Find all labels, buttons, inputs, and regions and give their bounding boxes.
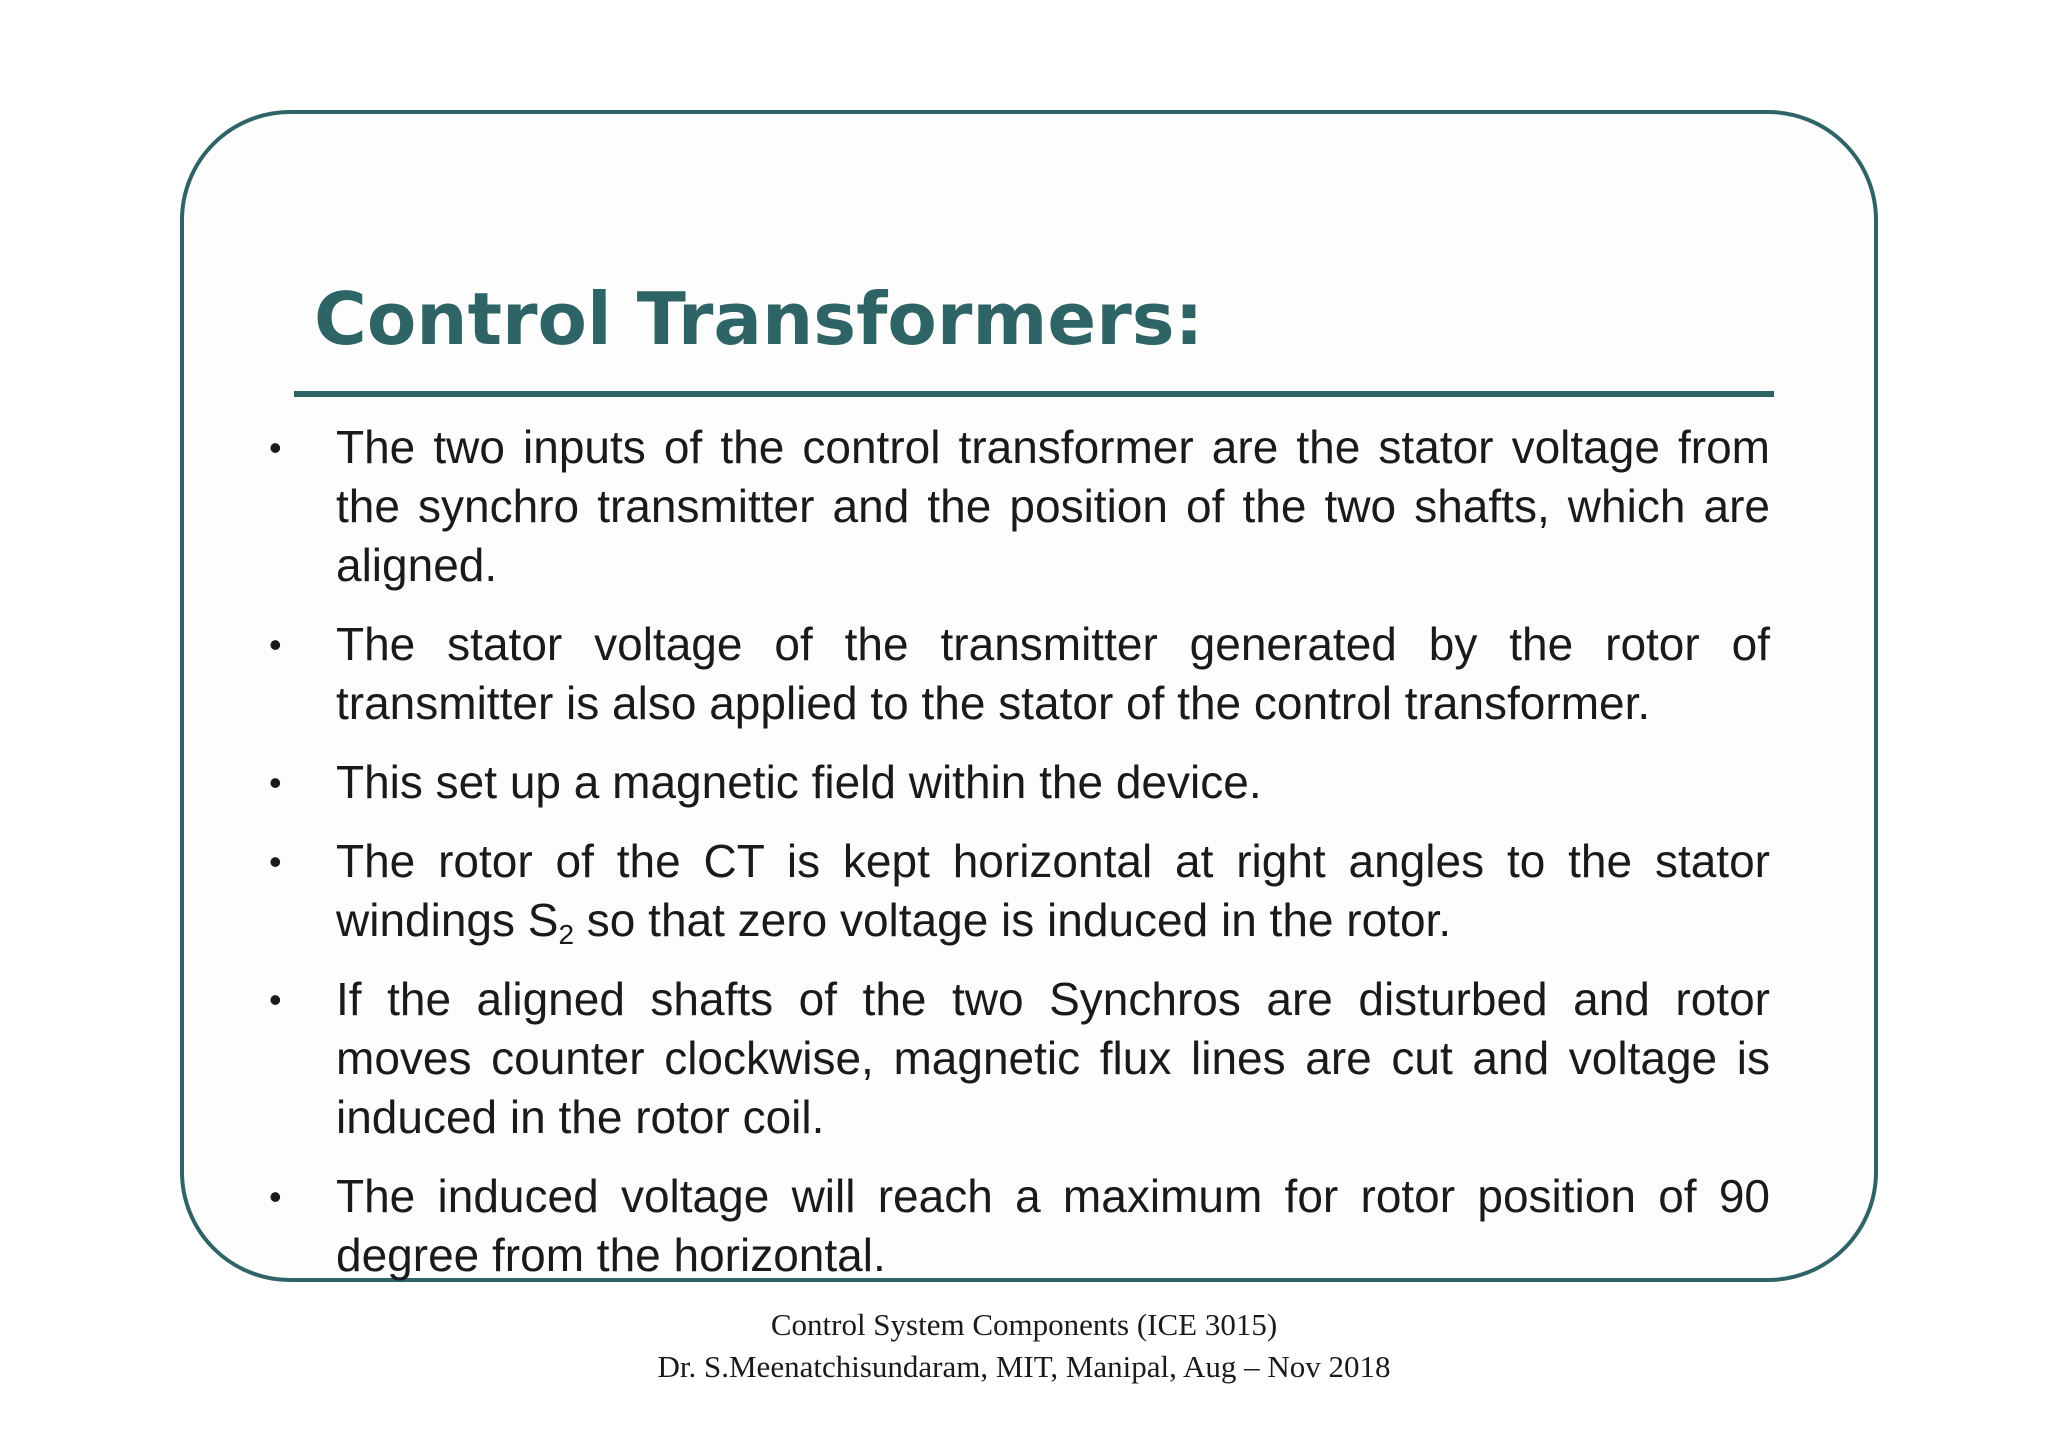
footer-author: Dr. S.Meenatchisundaram, MIT, Manipal, Aug – Nov 2018 [657, 1349, 1391, 1384]
footer-course: Control System Components (ICE 3015) [770, 1307, 1278, 1342]
bullet-text-after: so that zero voltage is induced in the rotor. [574, 894, 1452, 946]
bullet-item [255, 418, 1770, 595]
slide-footer [0, 1304, 2048, 1388]
bullet-marker: • [269, 979, 282, 1020]
bullet-item [255, 615, 1770, 733]
bullet-list [255, 418, 1770, 1305]
bullet-text-before: The rotor of the CT is kept horizontal at right angles to the stator windings S [336, 835, 1770, 946]
bullet-marker: • [269, 624, 282, 665]
bullet-item [255, 753, 1770, 812]
bullet-text: The two inputs of the control transformer are the stator voltage from the synchro transmitter and the position of the two shafts, which are aligned. [336, 421, 1770, 591]
bullet-marker: • [269, 1176, 282, 1217]
bullet-marker: • [269, 841, 282, 882]
bullet-text: The induced voltage will reach a maximum for rotor position of 90 degree from the horizontal. [336, 1170, 1770, 1281]
bullet-marker: • [269, 427, 282, 468]
bullet-item [255, 1167, 1770, 1285]
bullet-text: This set up a magnetic field within the device. [336, 756, 1262, 808]
bullet-text: If the aligned shafts of the two Synchros are disturbed and rotor moves counter clockwise, magnetic flux lines are cut and voltage is induced in the rotor coil. [336, 973, 1770, 1143]
subscript: 2 [558, 919, 575, 950]
bullet-item [255, 832, 1770, 950]
bullet-marker: • [269, 762, 282, 803]
slide-title: Control Transformers: [314, 277, 1204, 361]
bullet-item [255, 970, 1770, 1147]
bullet-text: The stator voltage of the transmitter generated by the rotor of transmitter is also applied to the stator of the control transformer. [336, 618, 1770, 729]
title-underline [294, 391, 1774, 397]
